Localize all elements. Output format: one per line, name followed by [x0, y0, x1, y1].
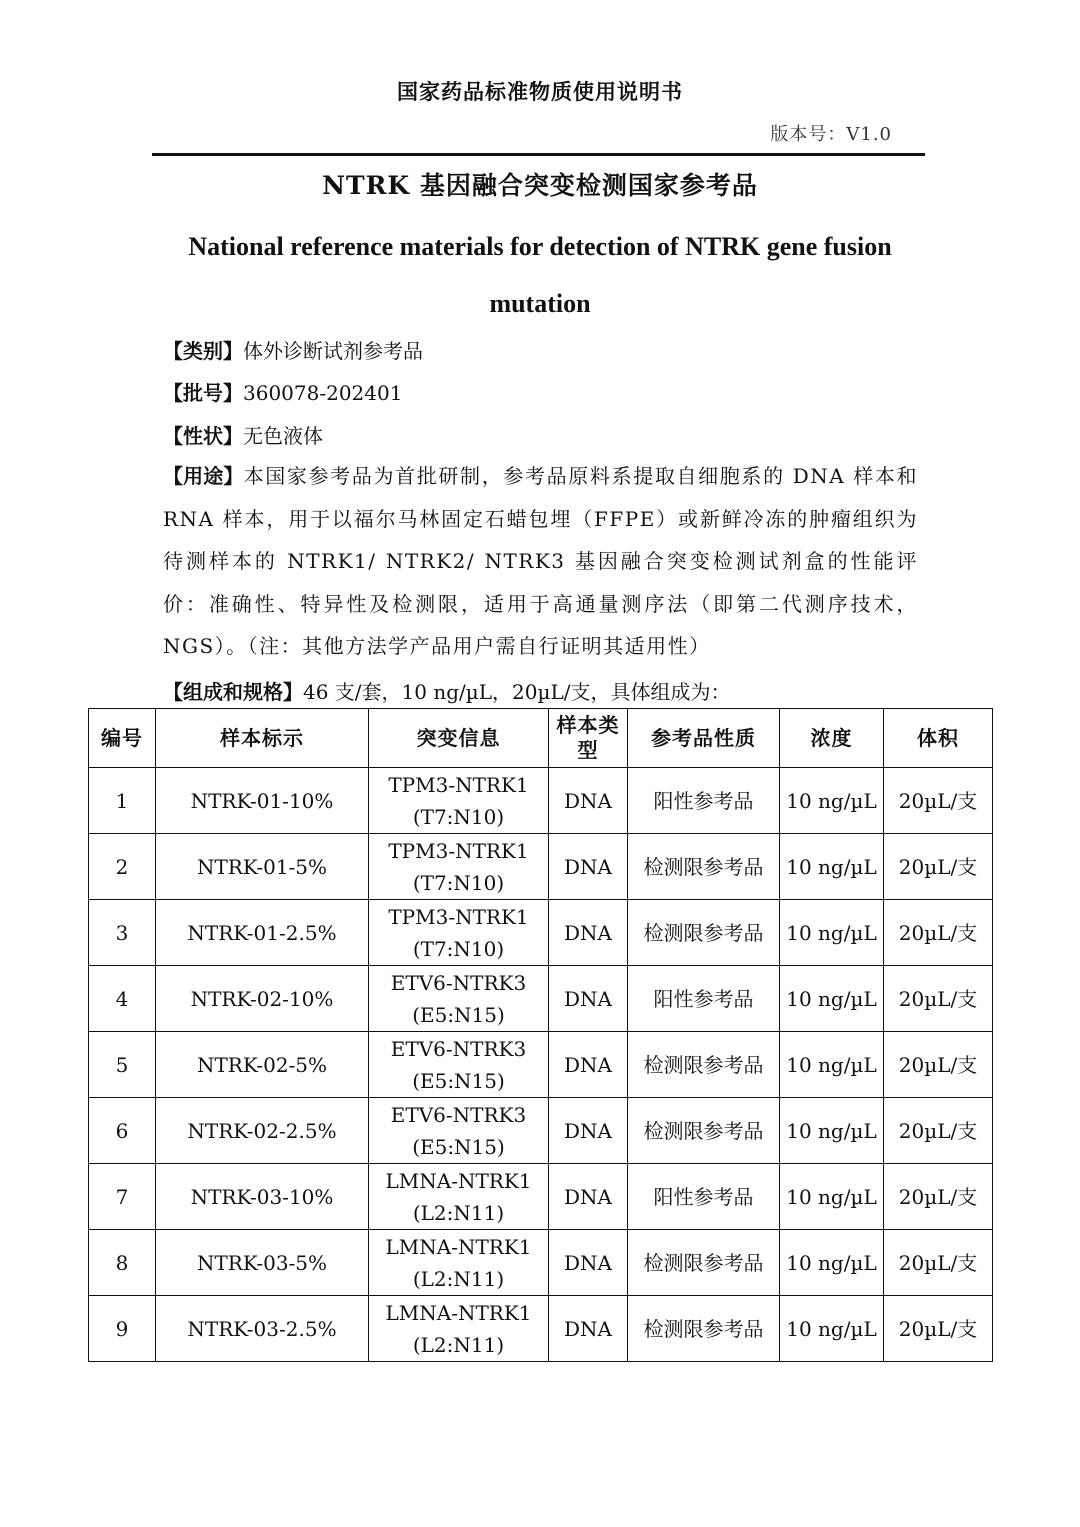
- cell-concentration: 10 ng/µL: [780, 900, 884, 966]
- cell-number: 4: [89, 966, 156, 1032]
- cell-sample-id: NTRK-02-10%: [156, 966, 369, 1032]
- mutation-exon: (L2:N11): [412, 1332, 505, 1357]
- cell-concentration: 10 ng/µL: [780, 1032, 884, 1098]
- cell-number: 7: [89, 1164, 156, 1230]
- version-number: 版本号：V1.0: [770, 124, 892, 145]
- cell-mutation: [369, 1230, 549, 1296]
- cell-mutation: [369, 834, 549, 900]
- mutation-gene: ETV6-NTRK3: [390, 970, 527, 995]
- appearance-label: 【性状】: [163, 424, 243, 448]
- category-label: 【类别】: [163, 339, 243, 363]
- cell-sample-type: DNA: [549, 900, 628, 966]
- cell-volume: 20µL/支: [884, 900, 993, 966]
- mutation-gene: ETV6-NTRK3: [390, 1036, 527, 1061]
- composition-table: [88, 708, 993, 1362]
- cell-sample-id: NTRK-02-2.5%: [156, 1098, 369, 1164]
- table-header-row: [89, 709, 993, 768]
- cell-sample-type: DNA: [549, 768, 628, 834]
- cell-number: 1: [89, 768, 156, 834]
- header-sample-type: 样本类型: [549, 709, 628, 768]
- batch-label: 【批号】: [163, 381, 243, 405]
- cell-volume: 20µL/支: [884, 1032, 993, 1098]
- cell-sample-type: DNA: [549, 966, 628, 1032]
- cell-nature: 阳性参考品: [628, 768, 780, 834]
- table-row: [89, 1032, 993, 1098]
- mutation-gene: TPM3-NTRK1: [388, 904, 529, 929]
- composition-label: 【组成和规格】: [163, 680, 303, 704]
- mutation-exon: (T7:N10): [412, 936, 505, 961]
- batch-value: 360078-202401: [243, 381, 403, 405]
- cell-sample-id: NTRK-01-5%: [156, 834, 369, 900]
- header-sample-id: 样本标示: [156, 709, 369, 768]
- header-volume: 体积: [884, 709, 993, 768]
- mutation-gene: LMNA-NTRK1: [385, 1234, 532, 1259]
- cell-mutation: [369, 1164, 549, 1230]
- cell-nature: 检测限参考品: [628, 1296, 780, 1362]
- header-number: 编号: [89, 709, 156, 768]
- mutation-exon: (T7:N10): [412, 870, 505, 895]
- cell-volume: 20µL/支: [884, 1164, 993, 1230]
- table-body: [89, 768, 993, 1362]
- table-row: [89, 834, 993, 900]
- table-row: [89, 966, 993, 1032]
- title-chinese: NTRK 基因融合突变检测国家参考品: [322, 171, 758, 200]
- mutation-gene: LMNA-NTRK1: [385, 1168, 532, 1193]
- cell-sample-id: NTRK-02-5%: [156, 1032, 369, 1098]
- table-row: [89, 1098, 993, 1164]
- cell-volume: 20µL/支: [884, 834, 993, 900]
- cell-sample-type: DNA: [549, 1098, 628, 1164]
- cell-sample-type: DNA: [549, 1164, 628, 1230]
- cell-volume: 20µL/支: [884, 1296, 993, 1362]
- cell-sample-id: NTRK-03-10%: [156, 1164, 369, 1230]
- table-row: [89, 1230, 993, 1296]
- cell-nature: 阳性参考品: [628, 1164, 780, 1230]
- cell-mutation: [369, 768, 549, 834]
- cell-concentration: 10 ng/µL: [780, 966, 884, 1032]
- cell-nature: 阳性参考品: [628, 966, 780, 1032]
- cell-nature: 检测限参考品: [628, 1098, 780, 1164]
- appearance-value: 无色液体: [243, 424, 323, 448]
- mutation-gene: ETV6-NTRK3: [390, 1102, 527, 1127]
- cell-volume: 20µL/支: [884, 966, 993, 1032]
- table-row: [89, 768, 993, 834]
- cell-concentration: 10 ng/µL: [780, 1296, 884, 1362]
- cell-concentration: 10 ng/µL: [780, 834, 884, 900]
- cell-volume: 20µL/支: [884, 768, 993, 834]
- batch-field: [163, 377, 402, 406]
- cell-sample-type: DNA: [549, 1296, 628, 1362]
- composition-field: [163, 676, 731, 705]
- mutation-exon: (L2:N11): [412, 1200, 505, 1225]
- cell-sample-type: DNA: [549, 834, 628, 900]
- cell-nature: 检测限参考品: [628, 1032, 780, 1098]
- cell-nature: 检测限参考品: [628, 834, 780, 900]
- cell-volume: 20µL/支: [884, 1230, 993, 1296]
- cell-sample-id: NTRK-03-5%: [156, 1230, 369, 1296]
- mutation-exon: (T7:N10): [412, 804, 505, 829]
- cell-sample-id: NTRK-01-2.5%: [156, 900, 369, 966]
- header-concentration: 浓度: [780, 709, 884, 768]
- usage-paragraph: [163, 455, 918, 668]
- title-english: National reference materials for detection of NTRK gene fusion mutation: [188, 232, 892, 318]
- header-divider: [152, 153, 925, 156]
- cell-sample-id: NTRK-03-2.5%: [156, 1296, 369, 1362]
- cell-sample-type: DNA: [549, 1230, 628, 1296]
- mutation-exon: (E5:N15): [412, 1068, 505, 1093]
- cell-number: 8: [89, 1230, 156, 1296]
- cell-mutation: [369, 1296, 549, 1362]
- mutation-exon: (L2:N11): [412, 1266, 505, 1291]
- appearance-field: [163, 420, 323, 449]
- table-row: [89, 1296, 993, 1362]
- header-nature: 参考品性质: [628, 709, 780, 768]
- cell-nature: 检测限参考品: [628, 900, 780, 966]
- usage-label: 【用途】: [163, 464, 244, 488]
- cell-concentration: 10 ng/µL: [780, 1230, 884, 1296]
- category-value: 体外诊断试剂参考品: [243, 339, 423, 363]
- cell-number: 3: [89, 900, 156, 966]
- category-field: [163, 335, 423, 364]
- cell-concentration: 10 ng/µL: [780, 768, 884, 834]
- cell-number: 9: [89, 1296, 156, 1362]
- cell-nature: 检测限参考品: [628, 1230, 780, 1296]
- document-header: 国家药品标准物质使用说明书: [397, 79, 683, 104]
- cell-concentration: 10 ng/µL: [780, 1098, 884, 1164]
- cell-concentration: 10 ng/µL: [780, 1164, 884, 1230]
- cell-mutation: [369, 1098, 549, 1164]
- mutation-gene: TPM3-NTRK1: [388, 772, 529, 797]
- mutation-gene: LMNA-NTRK1: [385, 1300, 532, 1325]
- header-mutation: 突变信息: [369, 709, 549, 768]
- cell-number: 6: [89, 1098, 156, 1164]
- table-row: [89, 1164, 993, 1230]
- cell-mutation: [369, 1032, 549, 1098]
- usage-value: 本国家参考品为首批研制，参考品原料系提取自细胞系的 DNA 样本和 RNA 样本，用于以福尔马林固定石蜡包埋（FFPE）或新鲜冷冻的肿瘤组织为待测样本的 NTRK1/ NTRK2/ NTRK3 基因融合突变检测试剂盒的性能评价：准确性、特异性及检测限，适用于高通量测序法（即第二代测序技术，NGS）。（注：其他方法学产品用户需自行证明其适用性）: [163, 464, 919, 658]
- mutation-gene: TPM3-NTRK1: [388, 838, 529, 863]
- cell-number: 2: [89, 834, 156, 900]
- cell-volume: 20µL/支: [884, 1098, 993, 1164]
- mutation-exon: (E5:N15): [412, 1002, 505, 1027]
- mutation-exon: (E5:N15): [412, 1134, 505, 1159]
- composition-value: 46 支/套，10 ng/µL，20µL/支，具体组成为：: [303, 680, 731, 704]
- cell-number: 5: [89, 1032, 156, 1098]
- cell-sample-type: DNA: [549, 1032, 628, 1098]
- table-row: [89, 900, 993, 966]
- cell-mutation: [369, 966, 549, 1032]
- cell-mutation: [369, 900, 549, 966]
- cell-sample-id: NTRK-01-10%: [156, 768, 369, 834]
